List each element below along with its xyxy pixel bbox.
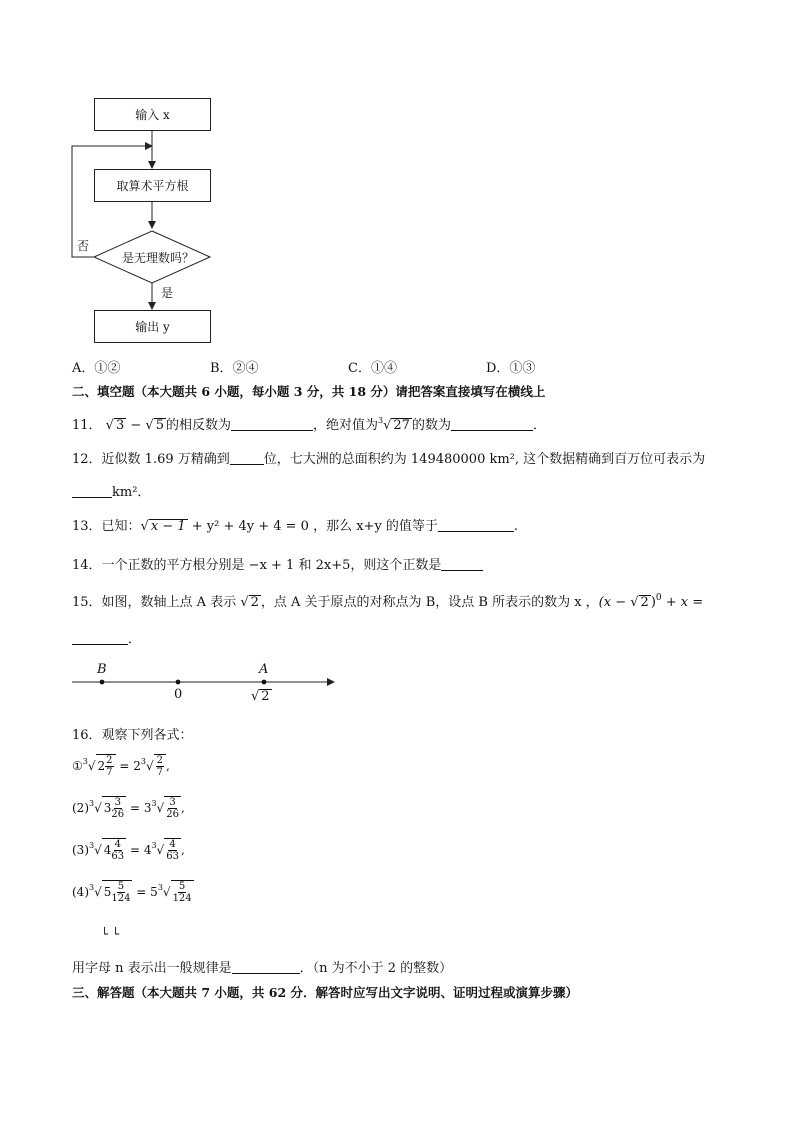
q16-row-radicand-right: [164, 838, 181, 862]
flow-output-box: [94, 310, 211, 343]
point-a-dot: [262, 680, 267, 685]
q16-row-coef: 4: [143, 843, 152, 857]
q15-radicand: 2: [250, 595, 259, 610]
q15-text-1: 15．如图，数轴上点 A 表示: [72, 595, 237, 610]
number-line-label-zero: 0: [174, 687, 183, 702]
section3-header: 三、解答题（本大题共 7 小题，共 62 分．解答时应写出文字说明、证明过程或演算步骤）: [72, 985, 579, 1000]
q16-row-coef: 5: [150, 885, 158, 899]
q12-line2: [72, 481, 150, 500]
q16-row-num: 3: [114, 797, 121, 808]
q16-row-whole: 2: [97, 759, 106, 773]
number-line: [68, 660, 343, 712]
q10-option-a: A．①②: [72, 361, 121, 376]
q10-option-c: C．①④: [348, 361, 397, 376]
q11-radicand-b: 5: [155, 418, 164, 433]
q11-radicand-27: 27: [393, 418, 410, 433]
q16-row-den: 124: [111, 893, 131, 904]
flow-output-label: 输出 y: [135, 320, 170, 334]
q10-option-d: D．①③: [486, 361, 536, 376]
q16-row-mark: (4): [72, 885, 89, 899]
q16-row-den: 7: [106, 767, 113, 778]
q16-row-4: $(4)^3√$ 5 $\frac{5}{124}$ = $5^3√$ $\frac{5}{124}$: [72, 881, 192, 904]
q16-row-coef: 3: [143, 801, 152, 815]
q14: [72, 554, 483, 573]
q15-line1: 15．如图，数轴上点 A 表示 √ 2 ，点 A 关于原点的对称点为 B，设点 B 所表示的数为 x ，(x − √ 2 )$^0$ + x =: [72, 593, 704, 610]
flow-yes-label: 是: [161, 286, 174, 300]
q16-rule-prefix: 用字母 n 表示出一般规律是: [72, 961, 232, 976]
number-line-label-sqrt2: √ 2: [251, 689, 270, 704]
q13-end: .: [513, 519, 519, 534]
q11-blank-2[interactable]: [451, 416, 533, 431]
q14-blank[interactable]: [441, 556, 483, 571]
q12-blank-2[interactable]: [72, 483, 112, 498]
q16-row-num: 5: [117, 881, 125, 892]
q16-ellipsis: └ └: [101, 927, 120, 941]
q16-row-2: $(2)^3√$ 3 $\frac{3}{26}$ = $3^3√$ $\frac{3}{26}$ ,: [72, 797, 185, 820]
q16-row-radicand-left: [102, 838, 126, 862]
q16-row-num-right: 2: [156, 755, 163, 766]
q15-end: ．: [128, 632, 142, 647]
q16-row-radicand-left: [96, 754, 116, 778]
q16-intro: 16．观察下列各式：: [72, 728, 193, 743]
q16-row-den-right: 63: [166, 851, 179, 862]
q16-row-mark: ①: [72, 759, 83, 773]
flow-no-label: 否: [77, 239, 90, 253]
q16-row-coef: 2: [133, 759, 141, 773]
q16-row-num: 2: [106, 755, 113, 766]
q16-row-1: ①$^3$√ 2 $\frac{2}{7}$ = $2^3√$ $\frac{2}{7}$ ,: [72, 755, 170, 778]
q11-text-1: 的相反数为: [165, 418, 231, 433]
q11: 11． √ 3 − √ 5 的相反数为 ，绝对值为$^3$√ 27 的数为 ．: [72, 416, 546, 433]
q13-equation-rest: + y² + 4y + 4 = 0 ，那么 x+y 的值等于: [187, 519, 438, 534]
q16-blank[interactable]: [232, 959, 300, 974]
q16-row-whole: 5: [103, 885, 112, 899]
q16-row-den-right: 7: [156, 767, 163, 778]
q13-prefix: 13．已知：: [72, 519, 141, 534]
q15-expr-open: (x −: [598, 595, 631, 610]
q14-text: 14．一个正数的平方根分别是 −x + 1 和 2x+5，则这个正数是: [72, 558, 442, 573]
q16-row-num-right: 5: [178, 881, 186, 892]
q16-row-radicand-right: [154, 754, 166, 778]
point-origin-dot: [176, 680, 181, 685]
q16-row-radicand-right: [171, 880, 194, 904]
number-line-label-b: B: [97, 662, 107, 677]
q12-blank-1[interactable]: [230, 450, 264, 465]
q16-row-whole: 4: [103, 843, 112, 857]
q15-expr-radicand: 2: [640, 595, 649, 610]
q16-row-den: 63: [111, 851, 125, 862]
q12-text-1: 12．近似数 1.69 万精确到: [72, 452, 230, 467]
q15-blank[interactable]: [72, 630, 128, 645]
section2-header: 二、填空题（本大题共 6 小题，每小题 3 分，共 18 分）请把答案直接填写在横线上: [72, 384, 546, 399]
q12-unit: km²．: [112, 485, 151, 500]
q11-end: ．: [532, 418, 546, 433]
q16-row-radicand-left: [102, 796, 126, 820]
q12-line1: [72, 448, 705, 467]
q16-row-den: 26: [111, 809, 125, 820]
q16-row-num: 4: [114, 839, 121, 850]
number-line-label-a: A: [259, 662, 269, 677]
q11-text-2: ，绝对值为: [313, 418, 379, 433]
q15-text-2: ，点 A 关于原点的对称点为 B，设点 B 所表示的数为 x ，: [260, 595, 599, 610]
q13-radicand: x − 1: [150, 519, 186, 534]
q16-row-3: $(3)^3√$ 4 $\frac{4}{63}$ = $4^3√$ $\frac{4}{63}$ ,: [72, 839, 185, 862]
number-line-sqrt2-radicand: 2: [261, 689, 270, 704]
q11-number: 11．: [72, 418, 102, 433]
q16-row-mark: (2): [72, 801, 89, 815]
q13: 13．已知：√ x − 1 + y² + 4y + 4 = 0 ，那么 x+y 的值等于 .: [72, 519, 519, 534]
flow-sqrt-label: 取算术平方根: [116, 179, 189, 193]
q16-row-den-right: 26: [166, 809, 179, 820]
q16-row-den-right: 124: [172, 893, 192, 904]
q16-rule-suffix: ．（n 为不小于 2 的整数）: [299, 961, 453, 976]
q15-exponent: 0: [655, 593, 662, 603]
q16-row-num-right: 3: [169, 797, 176, 808]
flow-decision-label: 是无理数吗？: [122, 251, 195, 265]
q16-row-radicand-left: [102, 880, 133, 904]
q11-text-3: 的数为: [411, 418, 451, 433]
q16-row-mark: (3): [72, 843, 89, 857]
q11-root-index: 3: [378, 416, 384, 425]
q11-radicand-a: 3: [115, 418, 125, 433]
point-b-dot: [100, 680, 105, 685]
q13-blank[interactable]: [438, 517, 514, 532]
q11-blank-1[interactable]: [231, 416, 313, 431]
q15-expr-tail: + x =: [661, 595, 704, 610]
q16-rule: [72, 957, 452, 976]
flow-input-label: 输入 x: [135, 108, 170, 122]
q16-row-num-right: 4: [169, 839, 176, 850]
q16-row-whole: 3: [103, 801, 112, 815]
q15-line2: [72, 628, 141, 647]
q16-row-radicand-right: [164, 796, 181, 820]
q10-option-b: B．②④: [210, 361, 259, 376]
q12-text-2: 位，七大洲的总面积约为 149480000 km², 这个数据精确到百万位可表示为: [263, 452, 706, 467]
q15-expr-close: ): [650, 595, 656, 610]
